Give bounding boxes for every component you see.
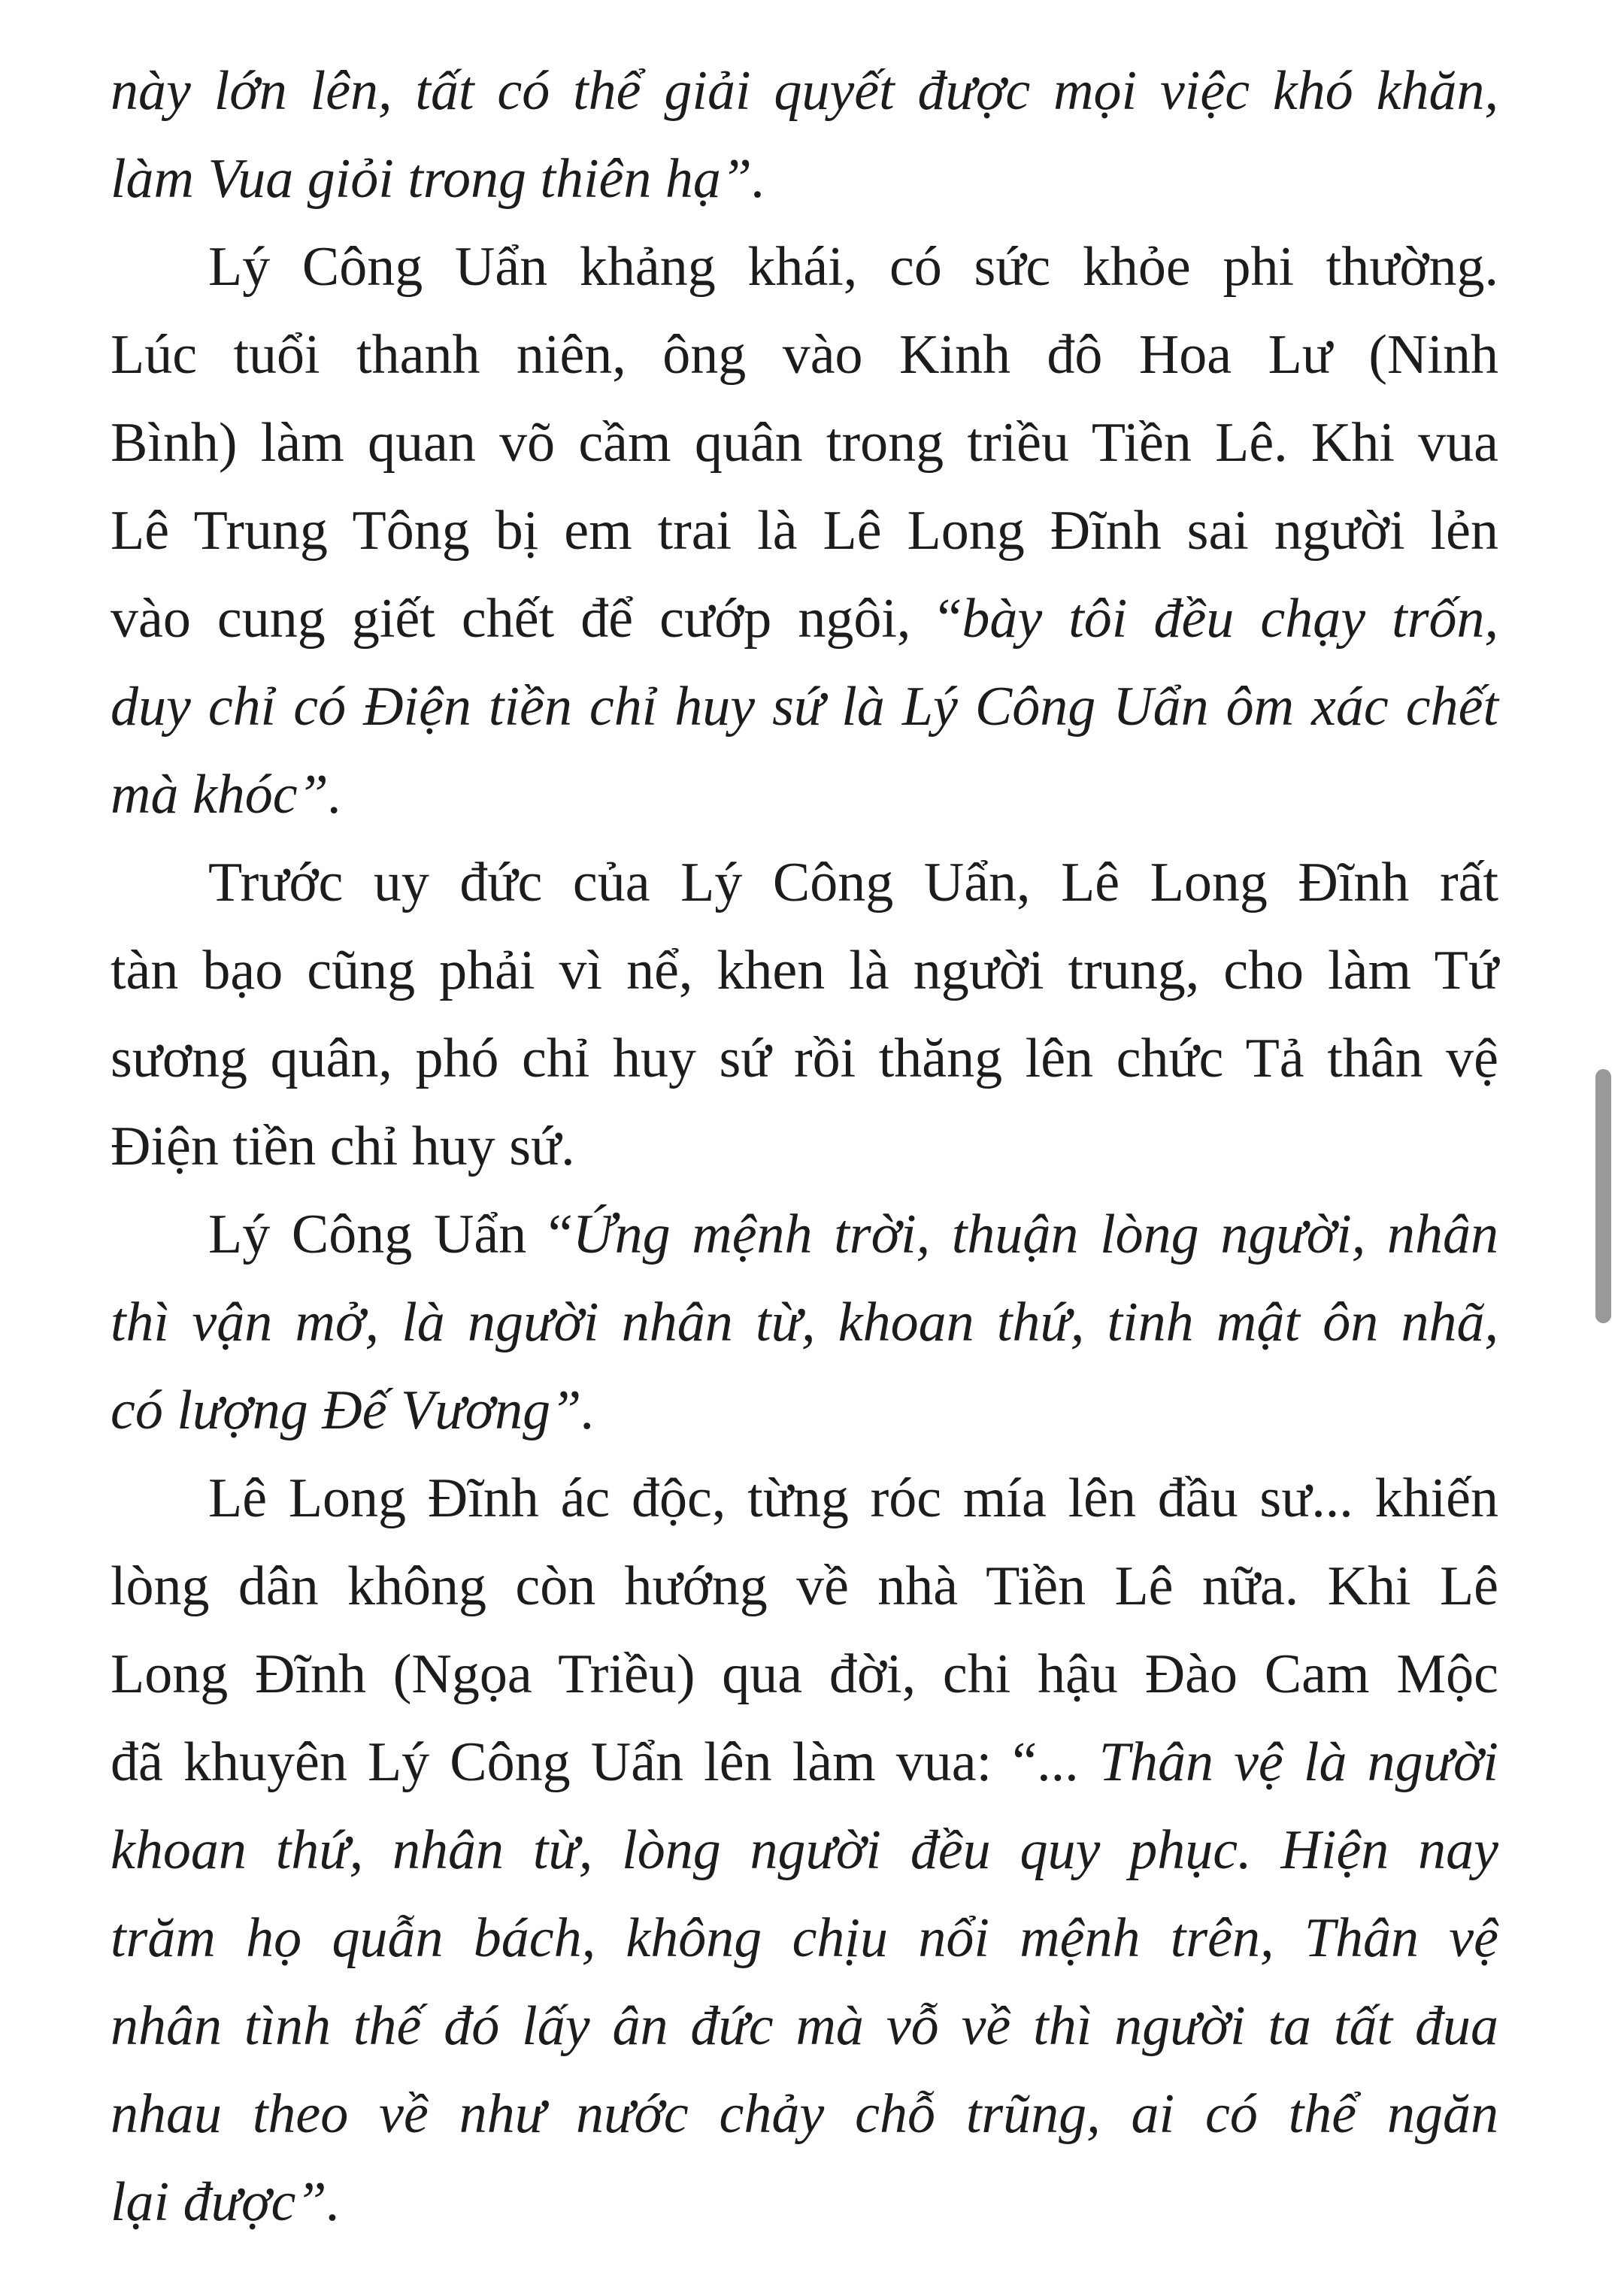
text-line [111, 663, 1498, 751]
text-line [111, 1983, 1498, 2070]
text-line [111, 927, 1498, 1015]
italic-quote-text: nhân tình thế đó lấy ân đức mà vỗ về thì người ta tất đua [111, 1995, 1498, 2057]
text-line-content [111, 1807, 1498, 1895]
text-line [111, 1807, 1498, 1895]
text-line [111, 2070, 1498, 2158]
text-line-content [111, 1983, 1498, 2070]
text-line [111, 1367, 1498, 1455]
italic-quote-text: lại được”. [111, 2171, 341, 2233]
text-line-content [111, 2070, 1498, 2158]
text-line [111, 1279, 1498, 1367]
body-text: Lý Công Uẩn khảng khái, có sức khỏe phi thường. [208, 236, 1498, 298]
body-text: lòng dân không còn hướng về nhà Tiền Lê nữa. Khi Lê [111, 1556, 1498, 1617]
text-line-content [111, 311, 1498, 399]
vertical-scrollbar-thumb[interactable] [1595, 1069, 1611, 1323]
text-line [111, 575, 1498, 663]
text-line [111, 399, 1498, 487]
italic-quote-text: có lượng Đế Vương”. [111, 1380, 595, 1441]
body-text: sương quân, phó chỉ huy sứ rồi thăng lên chức Tả thân vệ [111, 1028, 1498, 1089]
text-line-content [111, 135, 1498, 223]
body-text: Lê Trung Tông bị em trai là Lê Long Đĩnh sai người lẻn [111, 500, 1498, 562]
italic-quote-text: này lớn lên, tất có thể giải quyết được mọi việc khó khăn, [111, 60, 1498, 122]
body-text: đã khuyên Lý Công Uẩn lên làm vua: “... [111, 1731, 1099, 1793]
body-text: Lúc tuổi thanh niên, ông vào Kinh đô Hoa Lư (Ninh [111, 324, 1498, 386]
text-line [111, 135, 1498, 223]
text-line-content [111, 1631, 1498, 1719]
text-line-content [111, 399, 1498, 487]
text-line-content [111, 1103, 1498, 1191]
text-line [111, 1103, 1498, 1191]
text-line-content [111, 487, 1498, 575]
text-line [208, 839, 1498, 927]
italic-quote-text: Ứng mệnh trời, thuận lòng người, nhân [572, 1204, 1498, 1265]
text-line-content [111, 2158, 1498, 2246]
italic-quote-text: Thân vệ là người [1098, 1731, 1498, 1793]
text-line-content [111, 1895, 1498, 1983]
italic-quote-text: thì vận mở, là người nhân từ, khoan thứ, tinh mật ôn nhã, [111, 1292, 1498, 1353]
italic-quote-text: bày tôi đều chạy trốn, [962, 588, 1498, 650]
text-line-content [208, 1455, 1498, 1543]
italic-quote-text: làm Vua giỏi trong thiên hạ”. [111, 148, 766, 210]
body-text: Trước uy đức của Lý Công Uẩn, Lê Long Đĩnh rất [208, 852, 1498, 913]
text-line-content [208, 1191, 1498, 1279]
text-line-content [111, 575, 1498, 663]
text-line [111, 1015, 1498, 1103]
italic-quote-text: nhau theo về như nước chảy chỗ trũng, ai có thể ngăn [111, 2083, 1498, 2145]
italic-quote-text: trăm họ quẫn bách, không chịu nổi mệnh trên, Thân vệ [111, 1907, 1498, 1969]
text-line-content [111, 1279, 1498, 1367]
text-line-content [111, 927, 1498, 1015]
text-line-content [208, 839, 1498, 927]
text-line [111, 2158, 1498, 2246]
text-line-content [111, 751, 1498, 839]
text-line-content [111, 1719, 1498, 1807]
body-text: vào cung giết chết để cướp ngôi, “ [111, 588, 962, 650]
italic-quote-text: khoan thứ, nhân từ, lòng người đều quy phục. Hiện nay [111, 1819, 1498, 1881]
body-text: Điện tiền chỉ huy sứ. [111, 1116, 575, 1177]
text-line [111, 487, 1498, 575]
italic-quote-text: duy chỉ có Điện tiền chỉ huy sứ là Lý Công Uẩn ôm xác chết [111, 676, 1498, 738]
text-line [111, 1543, 1498, 1631]
text-line [111, 1631, 1498, 1719]
body-text: Lý Công Uẩn “ [208, 1204, 573, 1265]
text-line [111, 751, 1498, 839]
text-line-content [111, 47, 1498, 135]
text-line [111, 311, 1498, 399]
body-text: Long Đĩnh (Ngọa Triều) qua đời, chi hậu Đào Cam Mộc [111, 1643, 1498, 1705]
text-line-content [111, 1543, 1498, 1631]
text-line [111, 1895, 1498, 1983]
text-line [208, 1191, 1498, 1279]
text-line-content [111, 1367, 1498, 1455]
body-text: tàn bạo cũng phải vì nể, khen là người trung, cho làm Tứ [111, 940, 1498, 1001]
text-line-content [208, 223, 1498, 311]
text-line-content [111, 1015, 1498, 1103]
text-line [208, 223, 1498, 311]
italic-quote-text: mà khóc”. [111, 764, 343, 825]
body-text: Bình) làm quan võ cầm quân trong triều Tiền Lê. Khi vua [111, 412, 1498, 474]
text-line [111, 1719, 1498, 1807]
text-line [208, 1455, 1498, 1543]
body-text: Lê Long Đĩnh ác độc, từng róc mía lên đầu sư... khiến [208, 1468, 1498, 1529]
text-line [111, 47, 1498, 135]
text-line-content [111, 663, 1498, 751]
